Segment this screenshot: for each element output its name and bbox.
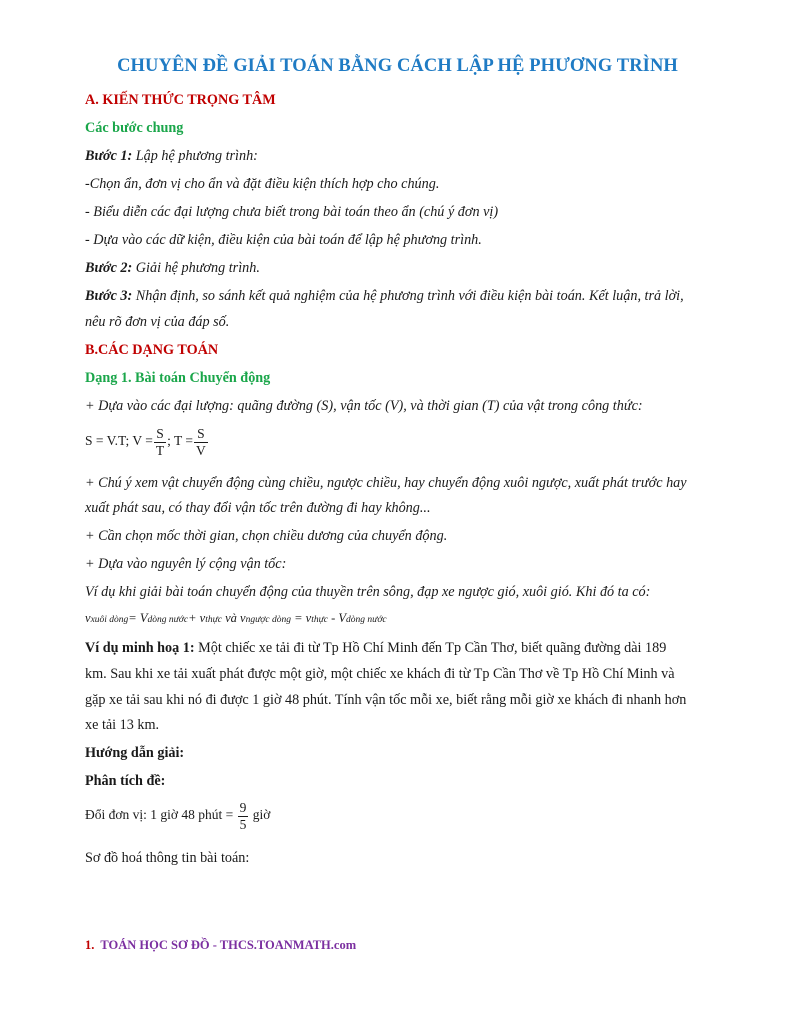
fraction-nine-fifths	[238, 800, 249, 832]
velocity-symbol: - V	[327, 611, 347, 625]
example-label: Ví dụ minh hoạ 1:	[85, 640, 195, 656]
velocity-subscript: dòng nước	[346, 615, 387, 625]
step1-text: Lập hệ phương trình:	[132, 148, 258, 164]
velocity-symbol: + v	[188, 611, 206, 625]
step1-label: Bước 1:	[85, 148, 133, 164]
type1-intro: + Dựa vào các đại lượng: quãng đường (S), vận tốc (V), và thời gian (T) của vật trong công thức:	[85, 398, 643, 414]
step2-label: Bước 2:	[85, 260, 133, 276]
step3-line	[85, 288, 684, 305]
type1-heading: Dạng 1. Bài toán Chuyển động	[85, 370, 271, 386]
note-line: + Cần chọn mốc thời gian, chọn chiều dương của chuyển động.	[85, 528, 448, 544]
formula-part1: S = V.T; V =	[85, 433, 153, 449]
fraction-s-over-v	[194, 426, 208, 458]
step1-item: -Chọn ẩn, đơn vị cho ẩn và đặt điều kiện thích hợp cho chúng.	[85, 176, 440, 192]
velocity-subscript: thực	[311, 615, 328, 625]
step3-continuation: nêu rõ đơn vị của đáp số.	[85, 314, 230, 330]
page-number: 1	[85, 938, 92, 952]
footer-text: TOÁN HỌC SƠ ĐỒ - THCS.TOANMATH.com	[100, 938, 357, 952]
fraction-numerator: 9	[239, 800, 247, 815]
general-steps-heading: Các bước chung	[85, 120, 184, 136]
velocity-formula	[85, 611, 387, 626]
step1-item: - Dựa vào các dữ kiện, điều kiện của bài toán để lập hệ phương trình.	[85, 232, 482, 248]
example-line	[85, 640, 666, 657]
note-line: xuất phát sau, có thay đổi vận tốc trên đường đi hay không...	[85, 500, 431, 516]
velocity-symbol: = V	[128, 611, 148, 625]
analysis-heading: Phân tích đề:	[85, 773, 166, 789]
velocity-subscript: xuôi dòng	[90, 615, 129, 625]
section-a-heading: A. KIẾN THỨC TRỌNG TÂM	[85, 92, 276, 108]
step1-item: - Biểu diễn các đại lượng chưa biết trong bài toán theo ẩn (chú ý đơn vị)	[85, 204, 499, 220]
note-line: + Chú ý xem vật chuyển động cùng chiều, ngược chiều, hay chuyển động xuôi ngược, xuất phát trước hay	[85, 475, 687, 491]
page-footer: 1. TOÁN HỌC SƠ ĐỒ - THCS.TOANMATH.com	[85, 938, 357, 952]
diagram-intro: Sơ đồ hoá thông tin bài toán:	[85, 850, 250, 866]
fraction-numerator: S	[194, 426, 208, 443]
motion-formula	[85, 426, 209, 458]
example-line: xe tải 13 km.	[85, 717, 160, 733]
page-title: CHUYÊN ĐỀ GIẢI TOÁN BẰNG CÁCH LẬP HỆ PHƯƠNG TRÌNH	[117, 56, 678, 76]
step1-line	[85, 148, 258, 165]
note-line: + Dựa vào nguyên lý cộng vận tốc:	[85, 556, 287, 572]
step2-text: Giải hệ phương trình.	[132, 260, 260, 276]
fraction-denominator: V	[196, 442, 206, 458]
guide-heading: Hướng dẫn giải:	[85, 745, 185, 761]
step2-line	[85, 260, 260, 277]
fraction-s-over-t	[154, 426, 166, 458]
velocity-subscript: dòng nước	[147, 615, 189, 625]
velocity-subscript: ngược dòng	[245, 615, 291, 625]
velocity-symbol: và v	[222, 611, 246, 625]
velocity-symbol: v	[85, 611, 91, 625]
example-line: km. Sau khi xe tải xuất phát được một giờ, một chiếc xe khách đi từ Tp Cần Thơ về Tp Hồ Chí Minh và	[85, 666, 675, 682]
unit-conversion	[85, 800, 270, 832]
example-text: Một chiếc xe tải đi từ Tp Hồ Chí Minh đến Tp Cần Thơ, biết quãng đường dài 189	[194, 640, 667, 656]
conversion-text: Đổi đơn vị: 1 giờ 48 phút =	[85, 807, 234, 823]
fraction-denominator: 5	[239, 816, 247, 832]
velocity-subscript: thực	[205, 615, 222, 625]
step3-label: Bước 3:	[85, 288, 133, 304]
fraction-numerator: S	[154, 426, 166, 443]
section-b-heading: B.CÁC DẠNG TOÁN	[85, 342, 219, 358]
example-line: gặp xe tải sau khi nó đi được 1 giờ 48 phút. Tính vận tốc mỗi xe, biết rằng mỗi giờ xe khách đi nhanh hơn	[85, 692, 687, 708]
step3-text: Nhận định, so sánh kết quả nghiệm của hệ phương trình với điều kiện bài toán. Kết luận, trả lời,	[132, 288, 684, 304]
conversion-unit: giờ	[252, 807, 271, 823]
fraction-denominator: T	[155, 442, 165, 458]
velocity-symbol: = v	[290, 611, 312, 625]
note-line: Ví dụ khi giải bài toán chuyển động của thuyền trên sông, đạp xe ngược gió, xuôi gió. Khi đó ta có:	[85, 584, 651, 600]
formula-part2: ; T =	[167, 433, 194, 449]
